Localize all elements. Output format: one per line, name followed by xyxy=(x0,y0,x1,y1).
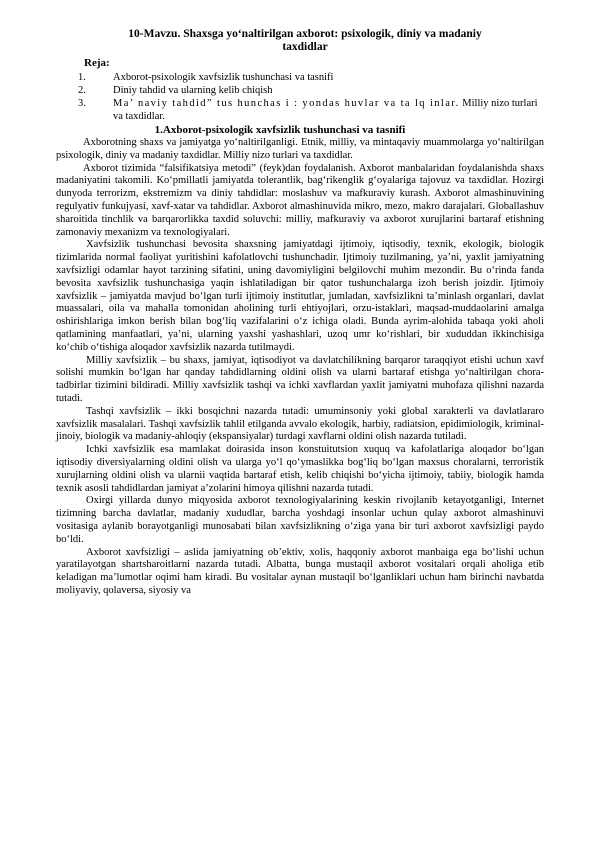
plan-item-number: 1. xyxy=(78,72,86,83)
plan-item xyxy=(56,84,544,97)
document-title xyxy=(66,28,544,54)
plan-heading: Reja: xyxy=(84,57,110,69)
plan-item-number: 3. xyxy=(78,98,86,109)
plan-item-text-continued: Milliy nizo turlari va taxdidlar. xyxy=(113,98,538,122)
body-paragraph: Milliy xavfsizlik – bu shaxs, jamiyat, iqtisodiyot va davlatchilikning barqaror taraqqiyot etishi uchun xavf solishi mumkin bo‘lgan har qanday tahdidlarning oldini olish va ularni bartaraf etishga yo‘naltirilgan chora-tadbirlar tizimini bildiradi. Milliy xavfsizlik tashqi va ichki xavflardan yaxlit jamiyatni muhofaza qilishni nazarda tutadi. xyxy=(56,354,544,404)
plan-item xyxy=(56,71,544,84)
plan-item-number: 2. xyxy=(78,85,86,96)
body-paragraph: Axborot xavfsizligi – aslida jamiyatning ob’ektiv, xolis, haqqoniy axborot manbaiga ega bo‘lishi uchun yaratilayotgan shartsharoitlarni nazarda tutadi. Albatta, bunga mustaqil axborot vositalari orqali aholiga etib keladigan ma’lumotlar oqimi ham kiradi. Bu vositalar aynan mustaqil bo‘lganliklari uchun ham birinchi navbatda moliyaviy, qolaversa, siyosiy va xyxy=(56,546,544,596)
plan-list xyxy=(56,71,544,123)
title-line-1: 10-Mavzu. Shaxsga yo‘naltirilgan axborot: psixologik, diniy va madaniy xyxy=(128,28,482,40)
body-paragraph: Axborotning shaxs va jamiyatga yo‘naltirilganligi. Etnik, milliy, va mintaqaviy muammolarga yo‘naltirilgan psixologik, diniy va madaniy taxdidlar. Milliy nizo turlari va taxdidlar. xyxy=(56,137,544,161)
title-line-2: taxdidlar xyxy=(282,41,328,53)
plan-item-text: Diniy tahdid va ularning kelib chiqish xyxy=(113,85,273,96)
section-heading: 1.Axborot-psixologik xavfsizlik tushunchasi va tasnifi xyxy=(154,124,406,136)
body-paragraph: Ichki xavfsizlik esa mamlakat doirasida inson konstuitutsion xuquq va kafolatlariga aloqador bo‘lgan iqtisodiy diversiyalarning oldini olish va ularga yo‘l qo‘ymaslikka bog‘liq bo‘lgan maxsus choralarni, terroristik xurujlarning oldini olish va ularnii vaqtida bartaraf etish, kelib chiqishi bo‘yicha ijtimoiy, tabiiy, biologik hamda texnik asosli tahdidlardan jamiyat a’zolarini himoya qilishni nazarda tutadi. xyxy=(56,444,544,494)
body-paragraph: Tashqi xavfsizlik – ikki bosqichni nazarda tutadi: umuminsoniy yoki global xarakterli va davlatlararo xavfsizlik masalalari. Tashqi xavfsizlik tahlil etilganda avvalo ekologik, harbiy, radiatsion, epidimiologik, kriminal-jinoiy, biologik va madaniy-ahloqiy (ekspansiyalar) turdagi xavflarni oldini olish nazarda tutiladi. xyxy=(56,405,544,443)
body-paragraph: Oxirgi yillarda dunyo miqyosida axborot texnologiyalarining keskin rivojlanib ketayotganligi, Internet tizimning barcha davlatlar, madaniy xududlar, barcha yoshdagi insonlar uchun qulay axborot almashinuvi vositasiga aylanib borayotganligi munosabati bilan xavfsizlikning o‘ziga yana bir turi axborot xavfsizligi paydo bo‘ldi. xyxy=(56,495,544,545)
plan-item-text: Ma’ naviy tahdid” tus hunchas i : yondas huvlar va ta lq inlar. xyxy=(113,98,460,109)
body-paragraph: Axborot tizimida “falsifikatsiya metodi” (feyk)dan foydalanish. Axborot manbalaridan foydalanishda shaxs madaniyatini takomili. Ko‘pmillatli jamiyatda tolerantlik, bag‘rikenglik g‘oyalariga tajovuz va taxdidlar. Hozirgi dunyoda terrorizm, ekstremizm va diniy tahdidlar: moslashuv va mafkuraviy kurash. Axborot almashinuvining regulyativ funkujyasi, xavf-xatar va tahdidlar. Axborot almashinuvida mikro, mezo, makro darajalari. Globallashuv sharoitida tinchlik va barqarorlikka taxdid soluvchi: milliy, mafkuraviy va axborot xurujlarini bartaraf etishning zamonaviy mexanizm va texnologiyalari. xyxy=(56,162,544,238)
plan-item-text: Axborot-psixologik xavfsizlik tushunchasi va tasnifi xyxy=(113,72,334,83)
plan-item xyxy=(56,97,544,123)
body-paragraph: Xavfsizlik tushunchasi bevosita shaxsning jamiyatdagi ijtimoiy, iqtisodiy, texnik, ekologik, biologik tizimlarida normal faoliyat yuritishini kafolatlovchi tushunchadir. Ijtimoiy tuzilmaning, ya’ni, yaxlit jamiyatning xavfsizligi odamlar hayot tarzining sifatini, uning davomiyligini belgilovchi muhim mezondir. Bu o‘rinda fanda bevosita xavfsizlik tushunchasiga yaqin ishlatiladigan bir qator tushunchalarga izoh berish joizdir. Ijtimoiy xavfsizlik – jamiyatda mavjud bo‘lgan turli ijtimoiy institutlar, jumladan, xavfsizlikni ta’minlash organlari, davlat muassalari, oila va mahalla tomonidan aholining turli ehtiyojlari, orzu-istaklari, maqsad-muddaolarini amalga oshirishlariga imkon berish bilan bog‘liq vazifalarini o‘z ichiga oladi. Bunda ayrim-alohida tabaqa yoki aholi qatlamining manfaatlari, ya’ni, ularning yaxshi yashashlari, uzoq umr ko‘rishlari, bir xududdan ikkinchisiga ko‘chib o‘tishiga aloqador xavfsizlik nazarda tutilmaydi. xyxy=(56,239,544,353)
